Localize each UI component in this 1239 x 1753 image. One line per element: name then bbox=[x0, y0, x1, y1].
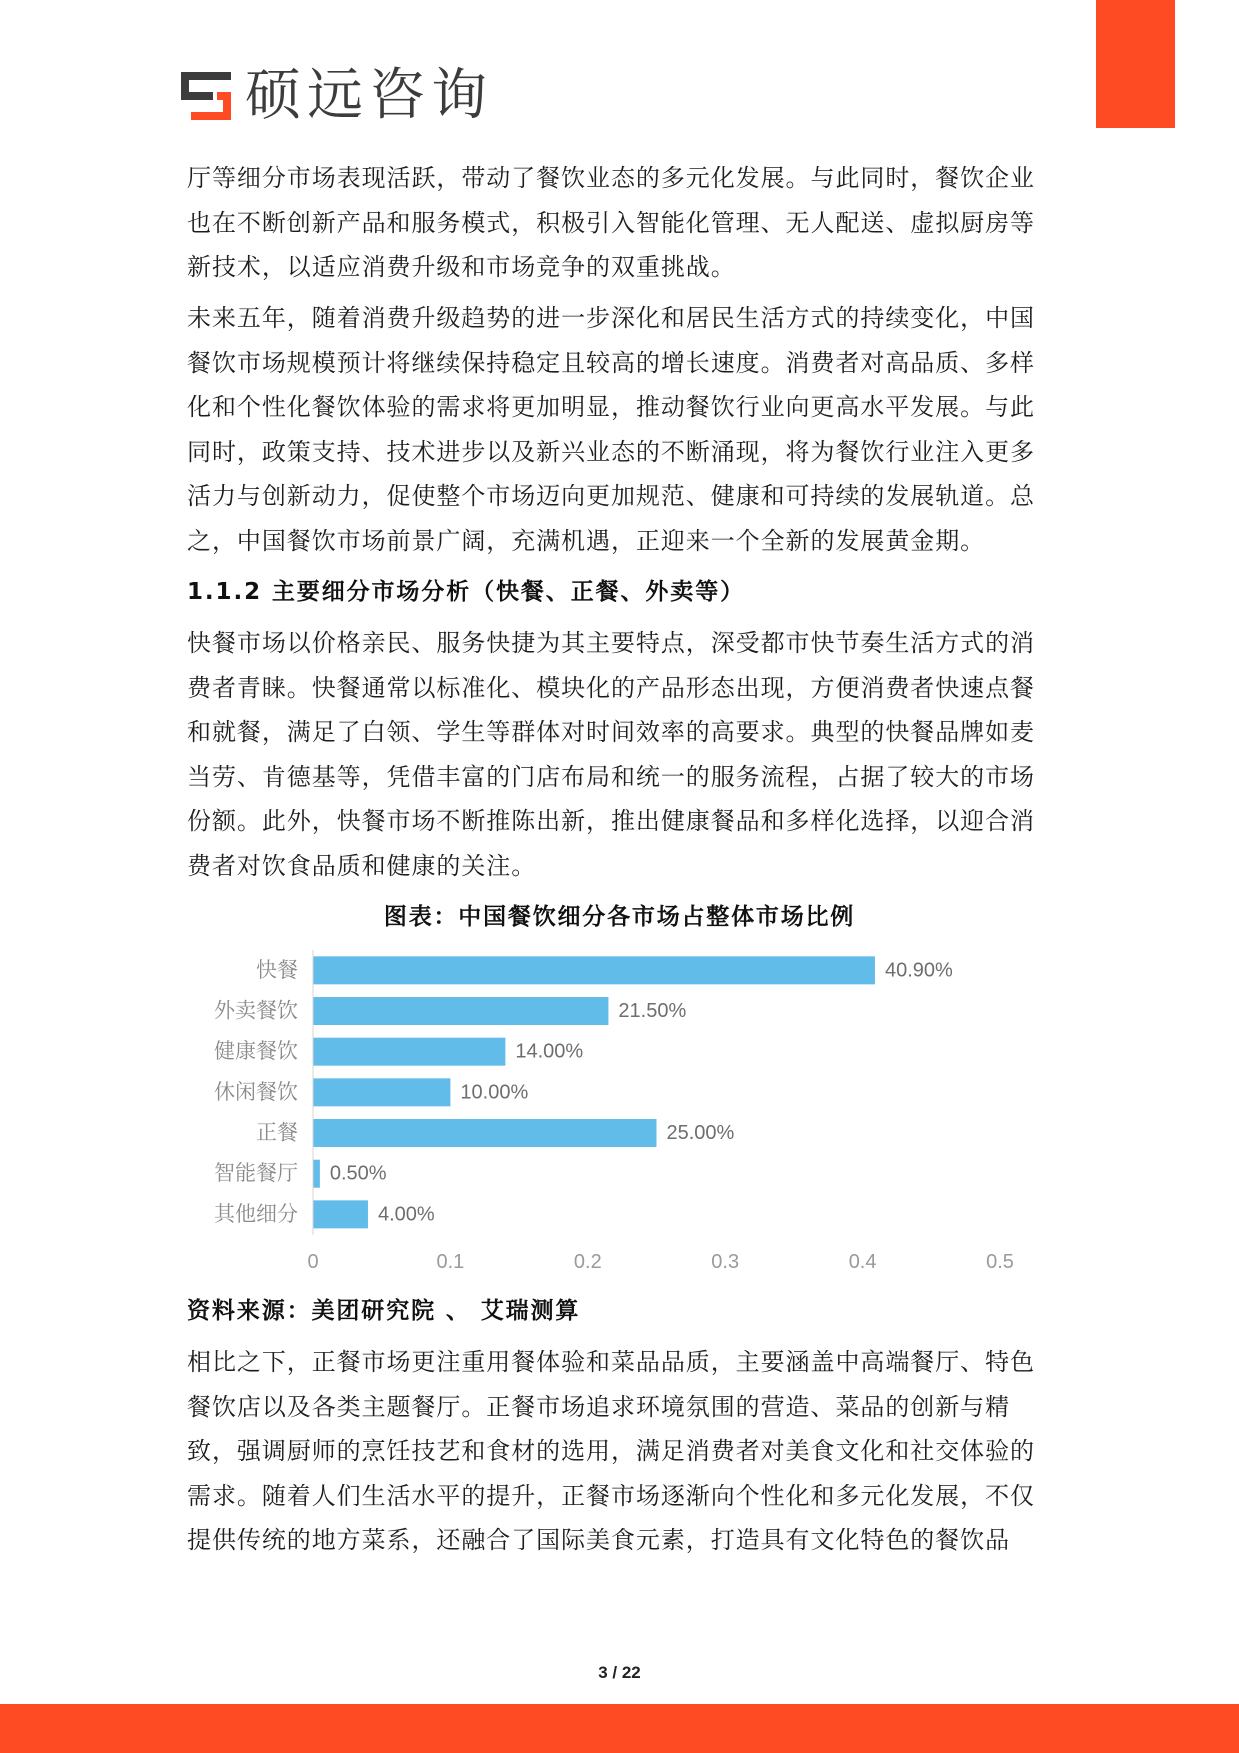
value-label-5: 25.00% bbox=[666, 1122, 735, 1145]
text-line: 致，强调厨师的烹饪技艺和食材的选用，满足消费者对美食文化和社交体验的 bbox=[187, 1437, 1035, 1465]
text-line: 厅等细分市场表现活跃，带动了餐饮业态的多元化发展。与此同时，餐饮企业 bbox=[187, 164, 1035, 192]
market-share-bar-chart bbox=[0, 940, 1239, 1285]
chart-bar-5 bbox=[313, 1119, 657, 1147]
x-tick-label-3: 0.2 bbox=[573, 1251, 602, 1273]
category-label-3: 健康餐饮 bbox=[214, 1040, 298, 1064]
category-label-5: 正餐 bbox=[256, 1121, 298, 1145]
paragraph-3 bbox=[187, 621, 1047, 888]
chart-bar-3 bbox=[313, 1038, 505, 1066]
x-tick-label-5: 0.4 bbox=[848, 1251, 877, 1273]
chart-bar-1 bbox=[313, 956, 875, 984]
x-tick-label-2: 0.1 bbox=[436, 1251, 465, 1273]
category-label-7: 其他细分 bbox=[214, 1202, 298, 1226]
text-line: 也在不断创新产品和服务模式，积极引入智能化管理、无人配送、虚拟厨房等 bbox=[187, 208, 1035, 237]
text-line: 相比之下，正餐市场更注重用餐体验和菜品品质，主要涵盖中高端餐厅、特色 bbox=[187, 1348, 1035, 1376]
text-line: 同时，政策支持、技术进步以及新兴业态的不断涌现，将为餐饮行业注入更多 bbox=[187, 437, 1035, 466]
logo-text: 硕远咨询 bbox=[245, 63, 493, 128]
paragraph-1 bbox=[187, 156, 1047, 290]
logo-mark-icon bbox=[181, 72, 233, 120]
text-line: 提供传统的地方菜系，还融合了国际美食元素，打造具有文化特色的餐饮品 bbox=[187, 1526, 1011, 1554]
section-heading: 1.1.2 主要细分市场分析（快餐、正餐、外卖等） bbox=[187, 579, 745, 605]
company-logo bbox=[181, 63, 501, 128]
category-label-4: 休闲餐饮 bbox=[214, 1080, 298, 1104]
text-line: 新技术，以适应消费升级和市场竞争的双重挑战。 bbox=[187, 253, 736, 281]
text-line: 餐饮店以及各类主题餐厅。正餐市场追求环境氛围的营造、菜品的创新与精 bbox=[187, 1392, 1011, 1421]
value-label-2: 21.50% bbox=[618, 1000, 687, 1023]
x-tick-label-4: 0.3 bbox=[711, 1251, 740, 1273]
text-line: 化和个性化餐饮体验的需求将更加明显，推动餐饮行业向更高水平发展。与此 bbox=[187, 393, 1035, 421]
text-line: 费者对饮食品质和健康的关注。 bbox=[187, 851, 537, 880]
corner-accent-tab bbox=[1096, 0, 1175, 128]
chart-bar-6 bbox=[313, 1160, 320, 1188]
text-line: 当劳、肯德基等，凭借丰富的门店布局和统一的服务流程，占据了较大的市场 bbox=[187, 762, 1035, 791]
chart-bar-2 bbox=[313, 997, 608, 1025]
text-line: 快餐市场以价格亲民、服务快捷为其主要特点，深受都市快节奏生活方式的消 bbox=[187, 629, 1035, 657]
category-label-2: 外卖餐饮 bbox=[214, 999, 298, 1023]
chart-bar-4 bbox=[313, 1078, 450, 1106]
text-line: 餐饮市场规模预计将继续保持稳定且较高的增长速度。消费者对高品质、多样 bbox=[187, 348, 1035, 377]
chart-bar-7 bbox=[313, 1200, 368, 1228]
footer-accent-band bbox=[0, 1704, 1239, 1753]
category-label-6: 智能餐厅 bbox=[214, 1162, 298, 1186]
source-note: 资料来源：美团研究院 、 艾瑞测算 bbox=[187, 1298, 581, 1324]
text-line: 之，中国餐饮市场前景广阔，充满机遇，正迎来一个全新的发展黄金期。 bbox=[187, 526, 986, 555]
chart-title: 图表：中国餐饮细分各市场占整体市场比例 bbox=[383, 904, 856, 930]
value-label-1: 40.90% bbox=[884, 959, 953, 982]
text-line: 费者青睐。快餐通常以标准化、模块化的产品形态出现，方便消费者快速点餐 bbox=[187, 673, 1035, 702]
page-number: 3 / 22 bbox=[598, 1663, 641, 1682]
value-label-4: 10.00% bbox=[460, 1081, 529, 1104]
x-tick-label-6: 0.5 bbox=[986, 1251, 1014, 1273]
text-line: 和就餐，满足了白领、学生等群体对时间效率的高要求。典型的快餐品牌如麦 bbox=[187, 718, 1035, 746]
paragraph-4 bbox=[187, 1340, 1047, 1563]
text-line: 需求。随着人们生活水平的提升，正餐市场逐渐向个性化和多元化发展，不仅 bbox=[187, 1481, 1035, 1510]
category-label-1: 快餐 bbox=[256, 958, 298, 982]
text-line: 未来五年，随着消费升级趋势的进一步深化和居民生活方式的持续变化，中国 bbox=[187, 304, 1035, 332]
x-tick-label-1: 0 bbox=[307, 1251, 319, 1273]
paragraph-2 bbox=[187, 296, 1047, 563]
value-label-6: 0.50% bbox=[329, 1162, 387, 1185]
value-label-3: 14.00% bbox=[515, 1040, 584, 1063]
text-line: 份额。此外，快餐市场不断推陈出新，推出健康餐品和多样化选择，以迎合消 bbox=[187, 807, 1035, 835]
text-line: 活力与创新动力，促使整个市场迈向更加规范、健康和可持续的发展轨道。总 bbox=[187, 482, 1035, 510]
value-label-7: 4.00% bbox=[377, 1203, 435, 1226]
